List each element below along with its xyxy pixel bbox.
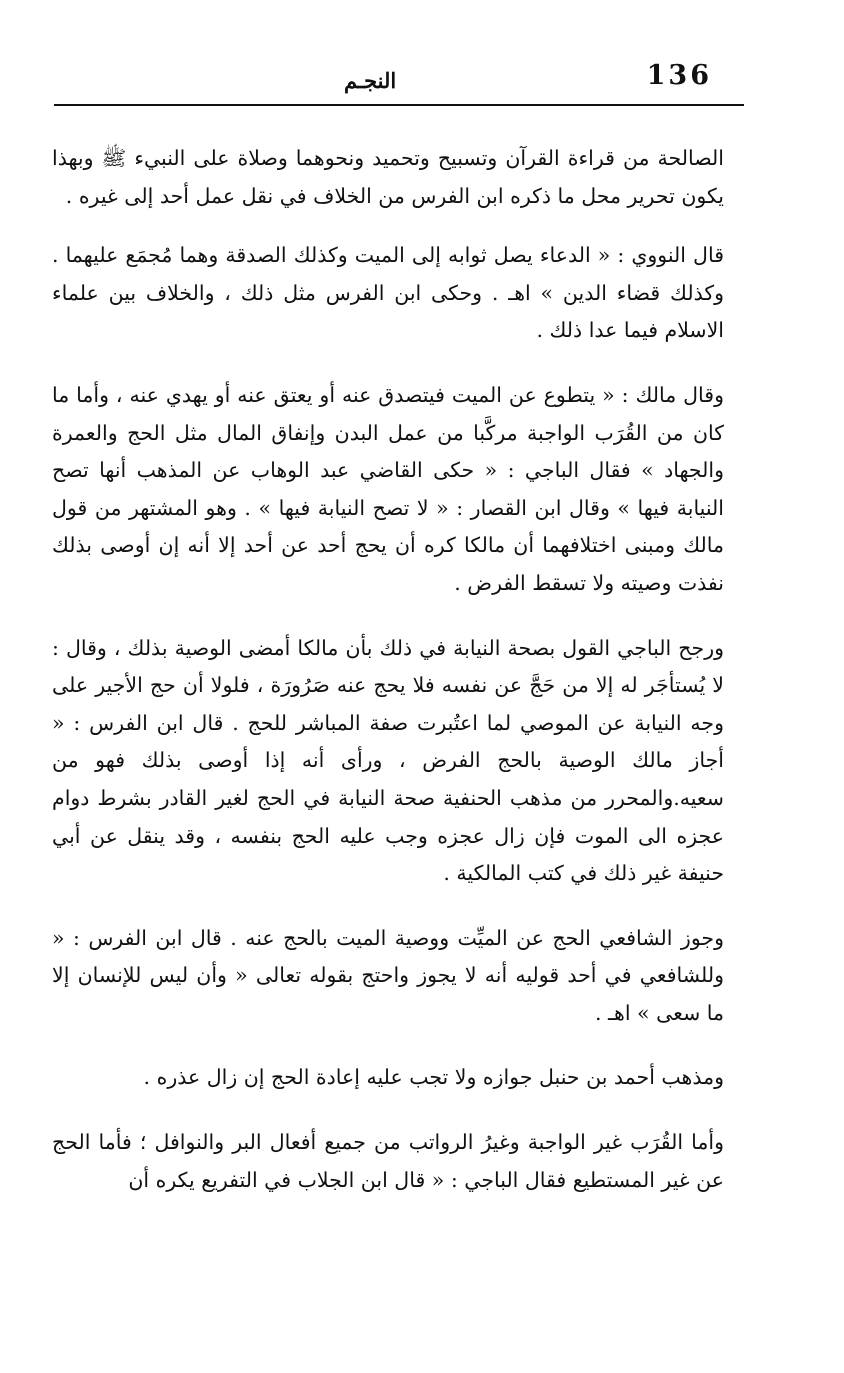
paragraph: ومذهب أحمد بن حنبل جوازه ولا تجب عليه إعادة الحج إن زال عذره . xyxy=(143,1065,724,1090)
paragraph: وجوز الشافعي الحج عن الميِّت ووصية الميت بالحج عنه . قال ابن الفرس : « وللشافعي في أحد قوليه أنه لا يجوز واحتج بقوله تعالى « وأن ليس للإنسان إلا ما سعى » اهـ . xyxy=(52,925,724,1025)
paragraph: الصالحة من قراءة القرآن وتسبيح وتحميد ونحوهما وصلاة على النبيء ﷺ وبهذا يكون تحرير محل ما ذكره ابن الفرس من الخلاف في نقل عمل أحد إلى غيره . xyxy=(52,146,724,208)
header-rule xyxy=(54,104,744,106)
running-title: النجـم xyxy=(344,68,397,93)
paragraph: قال النووي : « الدعاء يصل ثوابه إلى الميت وكذلك الصدقة وهما مُجمَع عليهما . وكذلك قضاء الدين » اهـ . وحكى ابن الفرس مثل ذلك ، والخلاف بين علماء الاسلام فيما عدا ذلك . xyxy=(52,243,724,343)
paragraph: ورجح الباجي القول بصحة النيابة في ذلك بأن مالكا أمضى الوصية بذلك ، وقال : لا يُستأجَر له إلا من حَجَّ عن نفسه فلا يحج عنه صَرُورَة ، فلولا أن حج الأجير على وجه النيابة عن الموصي لما اعتُبرت صفة المباشر للحج . قال ابن الفرس : « أجاز مالك الوصية بالحج الفرض ، ورأى أنه إذا أوصى بذلك فهو من سعيه.والمحرر من مذهب الحنفية صحة النيابة في الحج لغير القادر بشرط دوام عجزه الى الموت فإن زال عجزه وجب عليه الحج بنفسه ، وقد ينقل عن أبي حنيفة غير ذلك في كتب المالكية . xyxy=(52,635,724,886)
body-text xyxy=(52,140,724,1226)
paragraph: وقال مالك : « يتطوع عن الميت فيتصدق عنه أو يعتق عنه أو يهدي عنه ، وأما ما كان من القُرَب الواجبة مركَّبا من عمل البدن وإنفاق المال مثل الحج والعمرة والجهاد » فقال الباجي : « حكى القاضي عبد الوهاب عن المذهب أنها تصح النيابة فيها » وقال ابن القصار : « لا تصح النيابة فيها » . وهو المشتهر من قول مالك ومبنى اختلافهما أن مالكا كره أن يحج أحد عن أحد إلا أنه إن أوصى بذلك نفذت وصيته ولا تسقط الفرض . xyxy=(52,382,724,595)
paragraph: وأما القُرَب غير الواجبة وغيرُ الرواتب من جميع أفعال البر والنوافل ؛ فأما الحج عن غير المستطيع فقال الباجي : « قال ابن الجلاب في التفريع يكره أن xyxy=(52,1130,724,1192)
page-number: 136 xyxy=(646,60,712,91)
page-header xyxy=(54,58,744,98)
